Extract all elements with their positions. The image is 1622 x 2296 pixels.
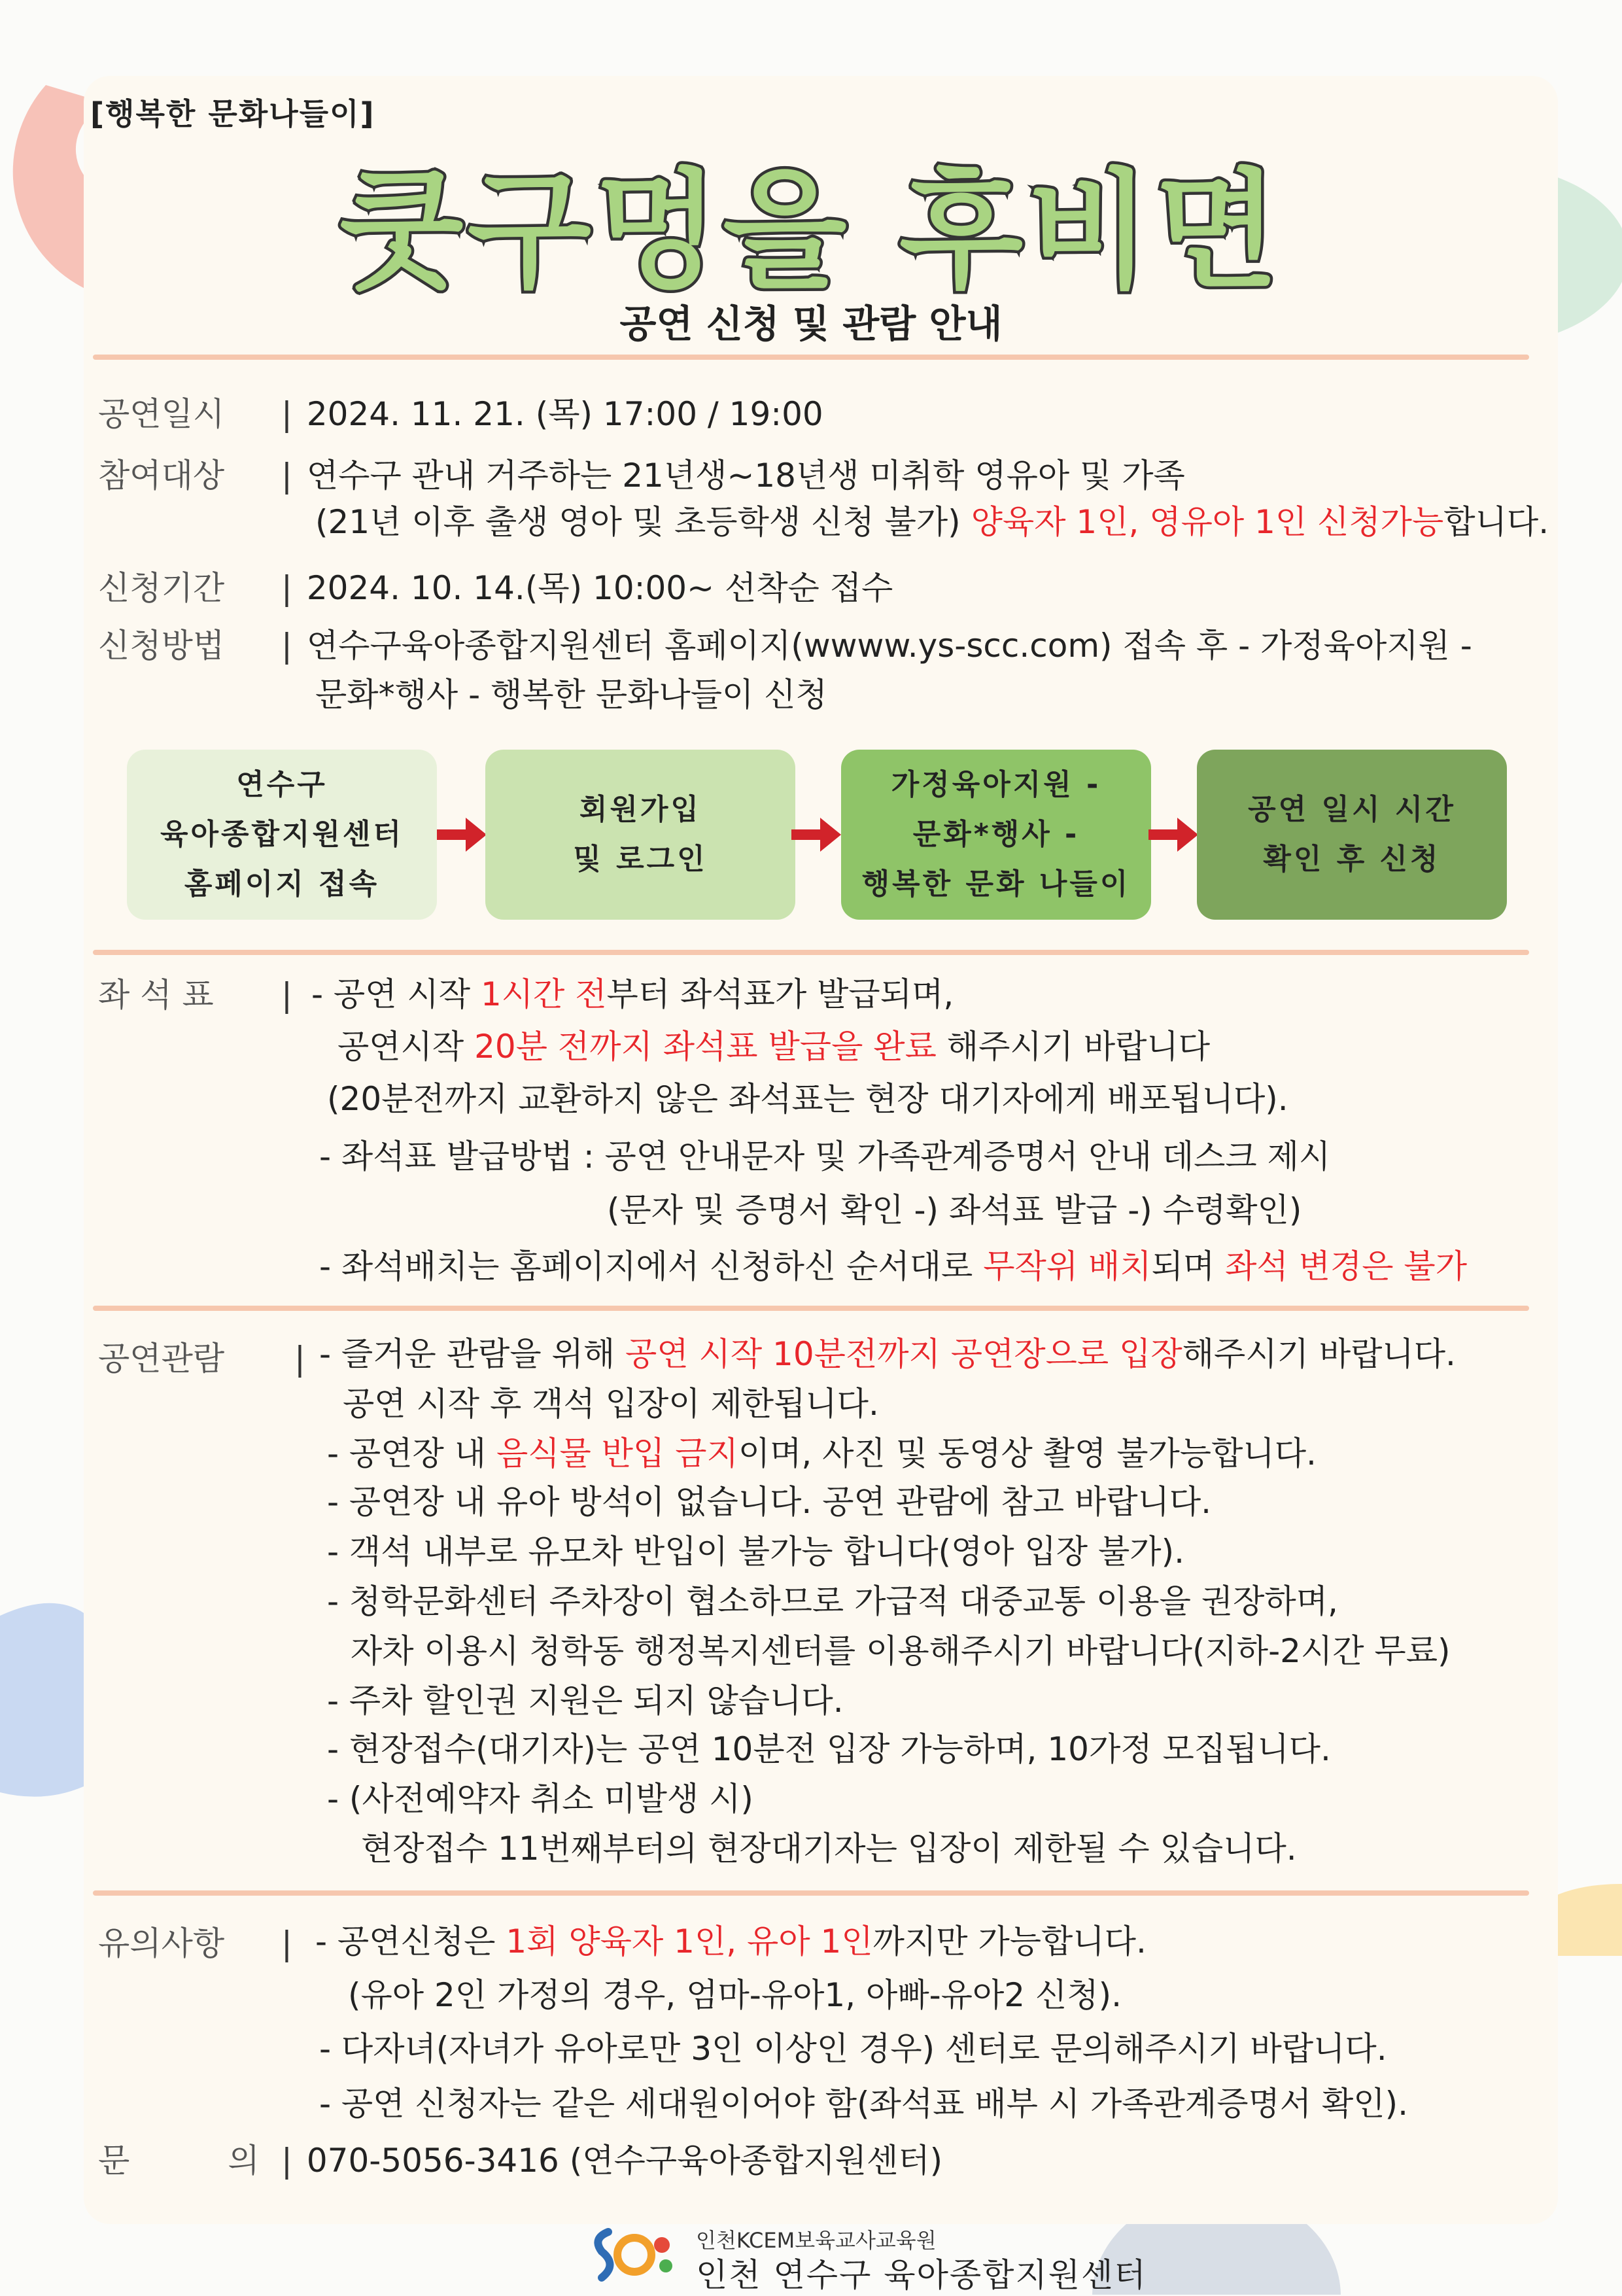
contact-label: 문 의 bbox=[98, 2142, 260, 2180]
step-3: 가정육아지원 - 문화*행사 - 행복한 문화 나들이 bbox=[841, 750, 1151, 920]
viewing-line-3: - 공연장 내 음식물 반입 금지이며, 사진 및 동영상 촬영 불가능합니다. bbox=[327, 1435, 1317, 1472]
seat-line-3: (20분전까지 교환하지 않은 좌석표는 현장 대기자에게 배포됩니다). bbox=[327, 1080, 1288, 1118]
arrow-right-icon bbox=[1148, 815, 1198, 854]
viewing-line-11: 현장접수 11번째부터의 현장대기자는 입장이 제한될 수 있습니다. bbox=[361, 1830, 1297, 1868]
divider bbox=[93, 1306, 1529, 1311]
page-title: 쿳구멍을 후비면 bbox=[339, 157, 1283, 306]
footer-org-small: 인천KCEM보육교사교육원 bbox=[696, 2228, 937, 2253]
page-subtitle: 공연 신청 및 관람 안내 bbox=[619, 302, 1003, 346]
divider bbox=[93, 950, 1529, 955]
notes-line-4: - 공연 신청자는 같은 세대원이어야 함(좌석표 배부 시 가족관계증명서 확인). bbox=[319, 2085, 1408, 2123]
info-target-line2: (21년 이후 출생 영아 및 초등학생 신청 불가) 양육자 1인, 영유아 1인 신청가능합니다. bbox=[315, 503, 1549, 541]
info-target-row: 참여대상 | 연수구 관내 거주하는 21년생~18년생 미취학 영유아 및 가족 bbox=[98, 449, 1185, 502]
viewing-line-5: - 객석 내부로 유모차 반입이 불가능 합니다(영아 입장 불가). bbox=[327, 1533, 1184, 1571]
info-value: 연수구육아종합지원센터 홈페이지(wwww.ys-scc.com) 접속 후 - 가정육아지원 - bbox=[306, 627, 1472, 665]
seat-line-6: - 좌석배치는 홈페이지에서 신청하신 순서대로 무작위 배치되며 좌석 변경은 불가 bbox=[319, 1247, 1468, 1285]
info-value: 2024. 11. 21. (목) 17:00 / 19:00 bbox=[306, 395, 823, 433]
info-label: 참여대상 bbox=[98, 457, 225, 495]
arrow-right-icon bbox=[437, 815, 487, 854]
notes-line-3: - 다자녀(자녀가 유아로만 3인 이상인 경우) 센터로 문의해주시기 바랍니다. bbox=[319, 2030, 1387, 2068]
divider bbox=[93, 355, 1529, 360]
seat-line-2: 공연시작 20분 전까지 좌석표 발급을 완료 해주시기 바랍니다 bbox=[337, 1028, 1211, 1066]
viewing-line-8: - 주차 할인권 지원은 되지 않습니다. bbox=[327, 1682, 844, 1720]
step-1: 연수구 육아종합지원센터 홈페이지 접속 bbox=[127, 750, 437, 920]
section-label: 좌 석 표 bbox=[98, 976, 214, 1014]
contact-value: 070-5056-3416 (연수구육아종합지원센터) bbox=[306, 2142, 943, 2180]
seat-line-5: (문자 및 증명서 확인 -) 좌석표 발급 -) 수령확인) bbox=[607, 1191, 1302, 1229]
series-tag: [행복한 문화나들이] bbox=[90, 96, 375, 131]
viewing-line-6: - 청학문화센터 주차장이 협소하므로 가급적 대중교통 이용을 권장하며, bbox=[327, 1582, 1338, 1620]
info-label: 신청방법 bbox=[98, 627, 225, 665]
section-label: 공연관람 bbox=[98, 1340, 225, 1378]
viewing-line-9: - 현장접수(대기자)는 공연 10분전 입장 가능하며, 10가정 모집됩니다. bbox=[327, 1730, 1331, 1768]
viewing-line-7: 자차 이용시 청학동 행정복지센터를 이용해주시기 바랍니다(지하-2시간 무료) bbox=[351, 1632, 1451, 1670]
divider bbox=[93, 1890, 1529, 1896]
info-label: 신청기간 bbox=[98, 569, 225, 607]
viewing-line-2: 공연 시작 후 객석 입장이 제한됩니다. bbox=[343, 1385, 879, 1423]
step-4: 공연 일시 시간 확인 후 신청 bbox=[1197, 750, 1507, 920]
center-logo-icon bbox=[589, 2219, 680, 2284]
seat-line-1: - 공연 시작 1시간 전부터 좌석표가 발급되며, bbox=[311, 975, 954, 1013]
contact-row: 문 의 | 070-5056-3416 (연수구육아종합지원센터) bbox=[98, 2134, 942, 2187]
info-date-row: 공연일시 | 2024. 11. 21. (목) 17:00 / 19:00 bbox=[98, 387, 823, 441]
section-label: 유의사항 bbox=[98, 1924, 225, 1962]
step-2: 회원가입 및 로그인 bbox=[485, 750, 795, 920]
notes-section-header: 유의사항 | bbox=[98, 1917, 307, 1970]
info-method-line2: 문화*행사 - 행복한 문화나들이 신청 bbox=[315, 676, 827, 714]
info-value: 연수구 관내 거주하는 21년생~18년생 미취학 영유아 및 가족 bbox=[306, 457, 1185, 495]
info-method-row: 신청방법 | 연수구육아종합지원센터 홈페이지(wwww.ys-scc.com) 접속 후 - 가정육아지원 - bbox=[98, 619, 1472, 672]
notes-line-2: (유아 2인 가정의 경우, 엄마-유아1, 아빠-유아2 신청). bbox=[348, 1976, 1122, 2014]
arrow-right-icon bbox=[791, 815, 841, 854]
info-value: 2024. 10. 14.(목) 10:00~ 선착순 접수 bbox=[306, 569, 893, 607]
viewing-line-1: - 즐거운 관람을 위해 공연 시작 10분전까지 공연장으로 입장해주시기 바랍니다. bbox=[319, 1335, 1456, 1373]
viewing-section-header: 공연관람 | bbox=[98, 1332, 320, 1385]
viewing-line-10: - (사전예약자 취소 미발생 시) bbox=[327, 1780, 753, 1818]
notes-line-1: - 공연신청은 1회 양육자 1인, 유아 1인까지만 가능합니다. bbox=[315, 1922, 1147, 1960]
footer-org-main: 인천 연수구 육아종합지원센터 bbox=[696, 2256, 1147, 2294]
seat-section-header: 좌 석 표 | bbox=[98, 968, 307, 1022]
info-label: 공연일시 bbox=[98, 395, 225, 433]
info-period-row: 신청기간 | 2024. 10. 14.(목) 10:00~ 선착순 접수 bbox=[98, 561, 893, 615]
viewing-line-4: - 공연장 내 유아 방석이 없습니다. 공연 관람에 참고 바랍니다. bbox=[327, 1483, 1212, 1521]
seat-line-4: - 좌석표 발급방법 : 공연 안내문자 및 가족관계증명서 안내 데스크 제시 bbox=[319, 1138, 1331, 1175]
